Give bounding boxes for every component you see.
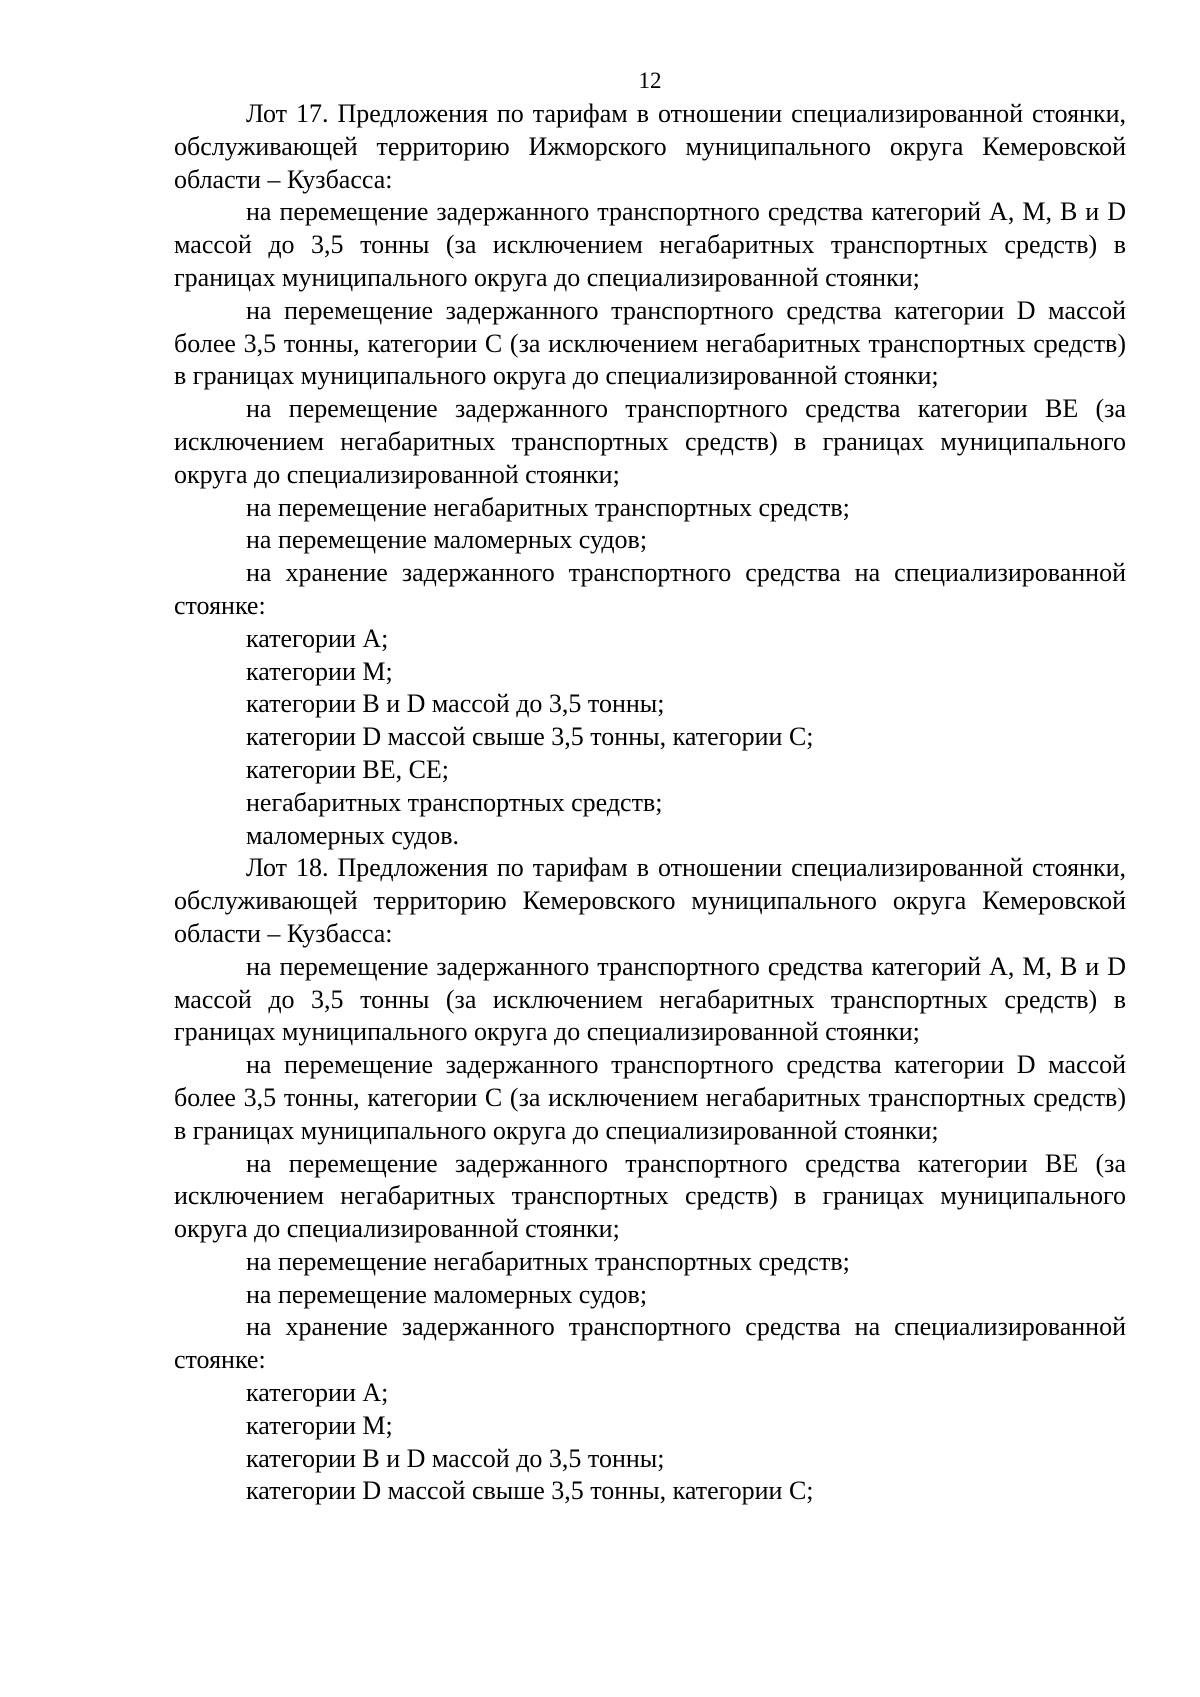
lot-18-relocation-1: на перемещение задержанного транспортного средства категорий A, M, B и D массой до 3,5 тонны (за исключением негабаритных транспортных средств) в границах муниципального округа до специализированной стоянки; (174, 951, 1126, 1047)
lot-18-storage-item-3: категории B и D массой до 3,5 тонны; (246, 1443, 665, 1473)
lot-17-relocation-3: на перемещение задержанного транспортного средства категории BE (за исключением негабаритных транспортных средств) в границах муниципального округа до специализированной стоянки; (174, 394, 1126, 489)
lot-18-heading: Лот 18. Предложения по тарифам в отношении специализированной стоянки, обслуживающей территорию Кемеровского муниципального округа Кемеровской области – Кузбасса: (174, 853, 1126, 948)
lot-17-storage-item-5: категории BE, CE; (246, 754, 450, 784)
lot-17-relocation-5: на перемещение маломерных судов; (246, 525, 648, 555)
lot-17-relocation-1: на перемещение задержанного транспортного средства категорий A, M, B и D массой до 3,5 тонны (за исключением негабаритных транспортных средств) в границах муниципального округа до специализированной стоянки; (174, 197, 1126, 292)
document-body (174, 98, 1126, 1508)
lot-17-storage-item-2: категории M; (246, 656, 393, 686)
lot-17-storage-item-3: категории B и D массой до 3,5 тонны; (246, 689, 665, 719)
lot-18-relocation-2: на перемещение задержанного транспортного средства категории D массой более 3,5 тонны, категории C (за исключением негабаритных транспортных средств) в границах муниципального округа до специализированной стоянки; (174, 1050, 1126, 1145)
lot-18-storage-heading: на хранение задержанного транспортного средства на специализированной стоянке: (174, 1312, 1126, 1375)
lot-17-storage-heading: на хранение задержанного транспортного средства на специализированной стоянке: (174, 558, 1126, 620)
lot-18-relocation-3: на перемещение задержанного транспортного средства категории BE (за исключением негабаритных транспортных средств) в границах муниципального округа до специализированной стоянки; (174, 1148, 1126, 1244)
lot-18-relocation-4: на перемещение негабаритных транспортных средств; (246, 1246, 850, 1276)
lot-18-storage-item-2: категории M; (246, 1410, 393, 1440)
lot-17-storage-item-6: негабаритных транспортных средств; (246, 787, 663, 817)
page-number: 12 (638, 68, 662, 93)
lot-17-storage-item-7: маломерных судов. (246, 820, 459, 850)
lot-18-storage-item-1: категории A; (246, 1378, 389, 1408)
lot-17-storage-item-1: категории A; (246, 623, 389, 653)
lot-17-relocation-2: на перемещение задержанного транспортного средства категории D массой более 3,5 тонны, категории C (за исключением негабаритных транспортных средств) в границах муниципального округа до специализированной стоянки; (174, 295, 1126, 391)
lot-18-relocation-5: на перемещение маломерных судов; (246, 1279, 648, 1309)
lot-17-relocation-4: на перемещение негабаритных транспортных средств; (246, 492, 850, 522)
lot-17-heading: Лот 17. Предложения по тарифам в отношении специализированной стоянки, обслуживающей территорию Ижморского муниципального округа Кемеровской области – Кузбасса: (174, 99, 1126, 194)
lot-17-storage-item-4: категории D массой свыше 3,5 тонны, категории C; (246, 722, 814, 752)
lot-18-storage-item-4: категории D массой свыше 3,5 тонны, категории C; (246, 1476, 814, 1506)
